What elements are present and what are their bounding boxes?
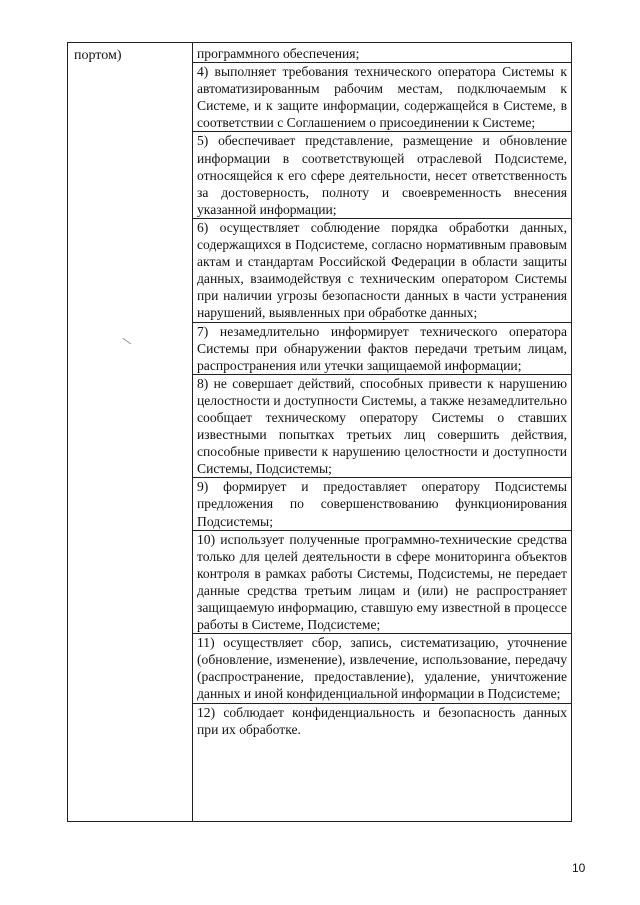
list-item-continuation: программного обеспечения; [197,46,360,61]
list-item-4: 4) выполняет требования технического оператора Системы к автоматизированным рабочим местам, подключаемым к Системе, и к защите информации, содержащейся в Системе, в соответствии с Соглашением о присоединении к Системе; [193,62,571,131]
list-item-12: 12) соблюдает конфиденциальность и безопасность данных при их обработке. [193,703,571,738]
list-item-8: 8) не совершает действий, способных привести к нарушению целостности и доступности Системы, а также незамедлительно сообщает техническому оператору Системы о ставших известными попытках третьих лиц совершить действия, способные привести к нарушению целостности и доступности Системы, Подсистемы; [193,374,571,478]
page-number: 10 [572,861,586,875]
list-item-10: 10) использует полученные программно-технические средства только для целей деятельности в сфере мониторинга объектов контроля в рамках работы Системы, Подсистемы, не передает данные средства третьим лицам и (или) не распространяет защищаемую информацию, ставшую ему известной в процессе работы в Системе, Подсистеме; [193,530,571,634]
list-item-6: 6) осуществляет соблюдение порядка обработки данных, содержащихся в Подсистеме, согласно нормативным правовым актам и стандартам Российской Федерации в области защиты данных, взаимодействуя с техническим оператором Системы при наличии угрозы безопасности данных в части устранения нарушений, выявленных при обработке данных; [193,218,571,322]
left-column [68,43,193,821]
left-cell-text: портом) [74,48,122,63]
list-item-11: 11) осуществляет сбор, запись, систематизацию, уточнение (обновление, изменение), извлечение, использование, передачу (распространение, предоставление), удаление, уничтожение данных и иной конфиденциальной информации в Подсистеме; [193,633,571,702]
list-item-7: 7) незамедлительно информирует технического оператора Системы при обнаружении фактов передачи третьим лицам, распространения или утечки защищаемой информации; [193,322,571,374]
list-item-9: 9) формирует и предоставляет оператору Подсистемы предложения по совершенствованию функционирования Подсистемы; [193,477,571,529]
right-column [193,43,571,821]
list-item-5: 5) обеспечивает представление, размещение и обновление информации в соответствующей отраслевой Подсистеме, относящейся к его сфере деятельности, несет ответственность за достоверность, полноту и своевременность внесения указанной информации; [193,131,571,217]
document-table [67,42,572,822]
